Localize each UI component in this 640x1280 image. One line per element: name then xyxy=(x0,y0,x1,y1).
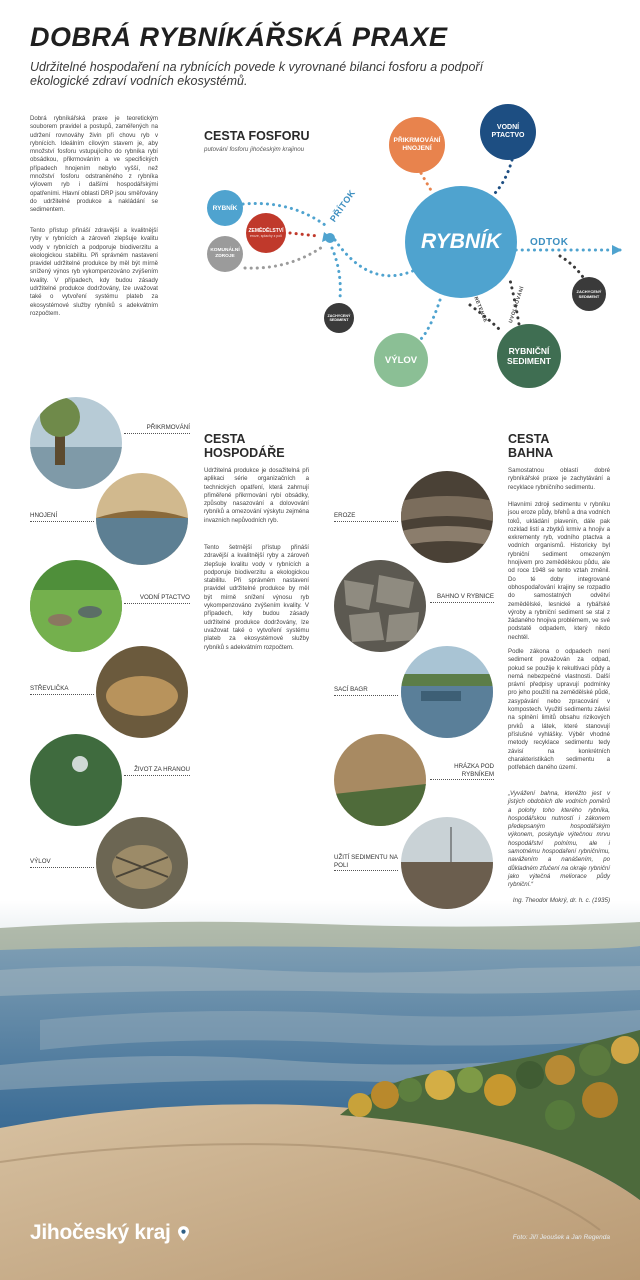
farmer-section-title: CESTA HOSPODÁŘE xyxy=(204,432,285,460)
arrow-rybnik-to-harvest xyxy=(420,300,440,340)
page-subtitle: Udržitelné hospodaření na rybnících povede k vyrovnané bilanci fosforu a podpoří ekologické zdraví vodních ekosystémů. xyxy=(30,60,484,88)
mud-quote: „Vyvážení bahna, kteréžto jest v jistých obdobích dle vodních poměrů a polohy toho kterého rybníka, hospodářskou nutností i zákonem předepsaným hospodářským výkonem, poskytuje výtečnou mrvu hospodářství polnímu, ale i samotnému hospodaření rybničnímu, navážením a nanášením, po důkladném zfučení na okraje rybniční jako výtečná meliorace půdy rybniční.“ xyxy=(508,790,610,889)
node-agriculture: ZEMĚDĚLSTVÍ eroze, splachy z polí xyxy=(246,213,286,253)
photo-label-life-at-edge: ŽIVOT ZA HRANOU xyxy=(124,766,190,776)
photo-label-feeding: PŘIKRMOVÁNÍ xyxy=(124,424,190,434)
node-pond-sediment: RYBNIČNÍ SEDIMENT xyxy=(497,324,561,388)
photo-feeding xyxy=(30,397,122,489)
mud-section-title: CESTA BAHNA xyxy=(508,432,554,460)
intro-paragraph-1: Dobrá rybníkářská praxe je teoretickým souborem pravidel a postupů, zaměřených na udržení rovnováhy živin při chovu ryb v rybnících. Ideálním cílovým stavem je, aby množství fosforu vstupujícího do rybníka rybí obsádkou, přikrmováním a ve specifických případech hnojením nebylo vyšší, než množství fosforu odstraněného z rybníka výlovem ryb i dalšími hospodářskými opatřeními. Hlavní oblasti DRP jsou směřovány do udržitelné produkce a nakládání se sedimentem. xyxy=(30,115,158,214)
node-captured-sediment-left: ZACHYCENÝ SEDIMENT xyxy=(324,303,354,333)
node-communal-sources: KOMUNÁLNÍ ZDROJE xyxy=(207,236,243,272)
mud-paragraph-1: Samostatnou oblastí dobré rybníkářské praxe je zachytávání a recyklace rybničního sedimentu. xyxy=(508,467,610,491)
photo-water-birds xyxy=(30,560,122,652)
photo-harvest xyxy=(96,817,188,909)
mud-paragraph-2: Hlavními zdroji sedimentu v rybníku jsou eroze půdy, břehů a dna vodních toků, ukládání plavenin, dále pak rozklad listí a zbytků krmiv a hnojiv a exkrementy ryb, vodního ptactva a vodních organismů. Historicky byl rybniční sediment omezeným hnojivem pro zemědělskou půdu, ale od roce 1948 se tento vztah změnil. Do té doby integrované obhospodařování krajiny se rozpadlo do samostatných odvětví zemědělské, lesnické a rybářské výroby a rybniční sediment se stal z žádaného hnojiva problémem, ve své podstatě odpadem, který nikdo nechtěl. xyxy=(508,501,610,641)
photo-fertilizing xyxy=(96,473,188,565)
photo-label-mud-in-pond: BAHNO V RYBNICE xyxy=(430,593,494,603)
photo-label-water-birds: VODNÍ PTACTVO xyxy=(124,594,190,604)
flow-label-release: UVOLŇOVÁNÍ xyxy=(508,285,526,324)
flow-label-inflow: PŘÍTOK xyxy=(328,187,358,224)
intro-paragraph-2: Tento přístup přináší zdravější a kvalitnější ryby v rybnících a zároveň zlepšuje kvalitu vody v rybnících a podporuje biodiverzitu a ekologickou stabilitu. Při správném nastavení pravidel udržitelné produkce by měl být mírně snížený výnos ryb vykompenzováno zvýšením kvality. V případech, kdy budou zásady udržitelné produkce dodržovány, lze uvažovat také o vytvoření systému plateb za ekosystémové služby rybníků s adekvátním rozpočtem. xyxy=(30,227,158,317)
inflow-point xyxy=(325,233,335,243)
mud-paragraph-3: Podle zákona o odpadech není sediment považován za odpad, pokud se použije k rekultivaci půdy a nemá nebezpečné vlastnosti. Další právní předpisy upravují podmínky pro jeho použití na zemědělské půdě, zasypávání nebo zpracování v kompostech. Využití sedimentu závisí na splnění limitů obsahu rizikových prvků a látek, které stanovují příslušné vyhlášky. Výběr vhodné metody recyklace sedimentu tedy závisí na konkrétních charakteristikách sedimentu a potřebách daného území. xyxy=(508,648,610,772)
photo-label-suction-dredger: SACÍ BAGR xyxy=(334,686,398,696)
arrow-inflow-to-rybnik xyxy=(335,240,415,276)
flow-label-retention: RETENCE xyxy=(472,296,489,324)
arrow-inflow-to-sediment xyxy=(332,248,340,298)
quote-author: Ing. Theodor Mokrý, dr. h. c. (1935) xyxy=(512,897,610,904)
photo-label-fertilizing: HNOJENÍ xyxy=(30,512,94,522)
location-pin-icon xyxy=(178,1226,189,1241)
photo-mud-in-pond xyxy=(334,560,426,652)
flow-label-outflow: ODTOK xyxy=(530,237,569,248)
node-captured-sediment-right: ZACHYCENÝ SEDIMENT xyxy=(572,277,606,311)
photo-erosion xyxy=(401,471,493,563)
node-feeding-fertilizing: PŘIKRMOVÁNÍ HNOJENÍ xyxy=(389,117,445,173)
photo-label-sediment-on-field: UŽITÍ SEDIMENTU NA POLI xyxy=(334,854,398,871)
photo-label-small-dam: HRÁZKA POD RYBNÍKEM xyxy=(430,763,494,780)
photo-label-erosion: EROZE xyxy=(334,512,398,522)
photo-sediment-on-field xyxy=(401,817,493,909)
region-logo: Jihočeský kraj xyxy=(30,1221,189,1245)
node-harvest: VÝLOV xyxy=(374,333,428,387)
diagram-title: CESTA FOSFORU xyxy=(204,129,310,143)
farmer-paragraph-1: Udržitelná produkce je dosažitelná při aplikaci série organizačních a technických opatření, která zahrnují přiměřené přikrmování rybí obsádky, způsoby nasazování a dolovování rybníků a omezování výskytu zejména invazních nepůvodních ryb. xyxy=(204,467,309,524)
node-water-birds: VODNÍ PTACTVO xyxy=(480,104,536,160)
photo-suction-dredger xyxy=(401,646,493,738)
arrow-outflow-to-sediment xyxy=(560,256,585,280)
farmer-paragraph-2: Tento šetrnější přístup přináší zdravější a kvalitnější ryby a zároveň zlepšuje kvalitu vody v rybnících a podporuje biodiverzitu a ekologickou stabilitu. Při správném nastavení pravidel udržitelné produkce by měl být mírně snížení výnosu ryb vykompenzováno zvýšením kvality. V případech, kdy budou zásady udržitelné produkce dodržovány, lze uvažovat také o vytvoření systému plateb za ekosystémové služby rybníků s adekvátním rozpočtem. xyxy=(204,544,309,651)
photo-stickleback xyxy=(96,646,188,738)
photo-life-at-edge xyxy=(30,734,122,826)
node-rybnik-upstream: RYBNÍK xyxy=(207,190,243,226)
photo-small-dam xyxy=(334,734,426,826)
photo-label-stickleback: STŘEVLIČKA xyxy=(30,685,94,695)
page-title: DOBRÁ RYBNÍKÁŘSKÁ PRAXE xyxy=(30,22,448,52)
node-rybnik-main: RYBNÍK xyxy=(405,186,517,298)
photo-label-harvest: VÝLOV xyxy=(30,858,94,868)
arrow-birds-to-rybnik xyxy=(490,160,512,198)
photo-credit: Foto: Jiří Jeoušek a Jan Regenda xyxy=(512,1234,610,1241)
arrow-agriculture-to-inflow xyxy=(290,233,318,236)
diagram-subtitle: putování fosforu jihočeským krajinou xyxy=(204,146,305,153)
